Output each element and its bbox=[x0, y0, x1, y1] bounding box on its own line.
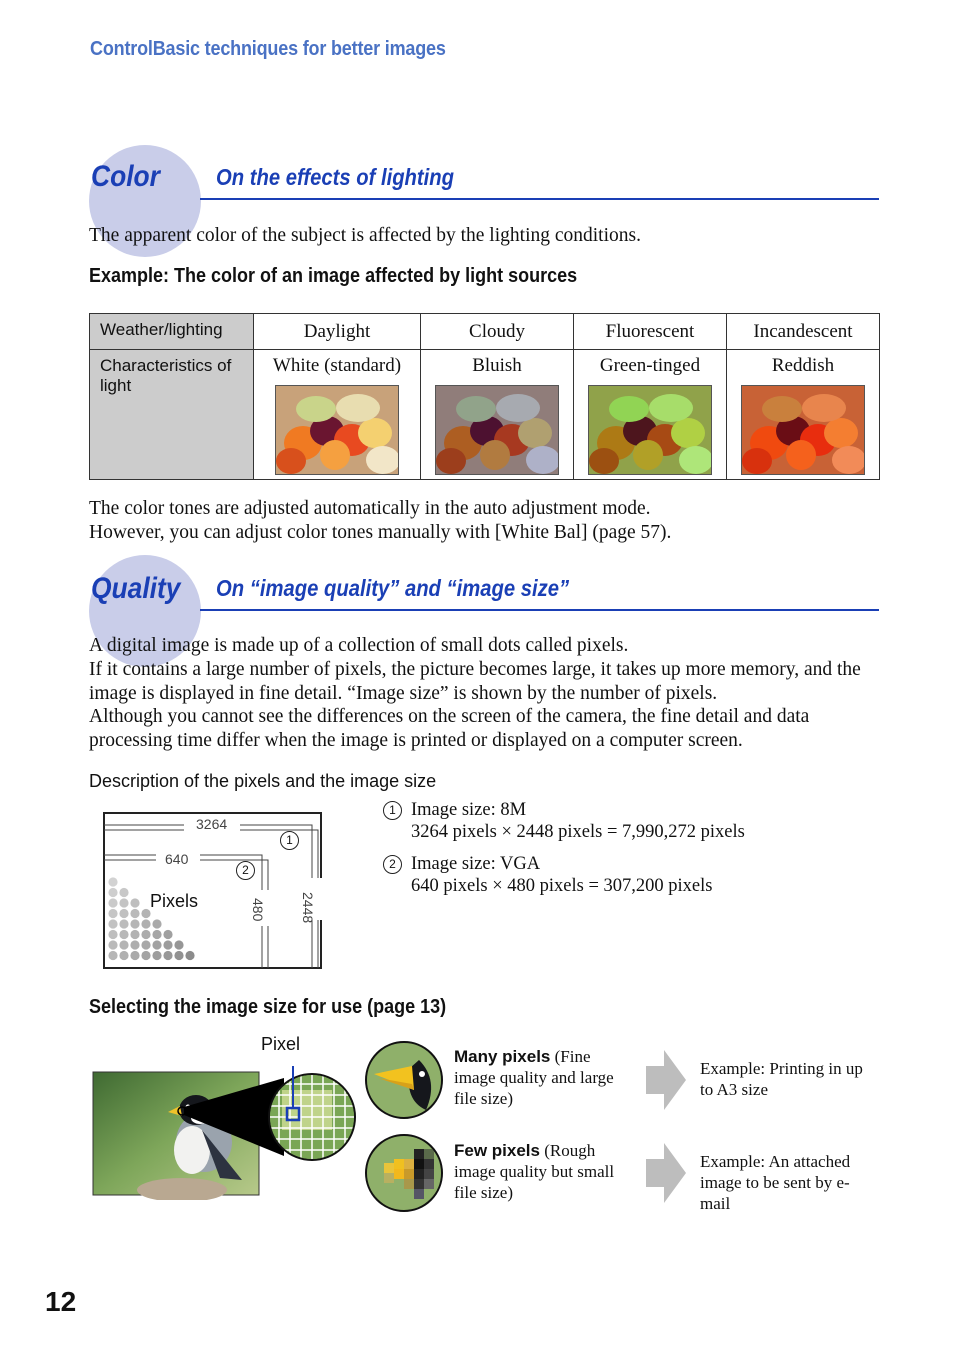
quality-para-1: A digital image is made up of a collection of small dots called pixels. bbox=[89, 635, 629, 656]
col-cloudy: Cloudy bbox=[421, 314, 574, 350]
cell-fluorescent bbox=[574, 350, 727, 480]
size-item-line2: 3264 pixels × 2448 pixels = 7,990,272 pixels bbox=[411, 822, 745, 842]
row-header-weather: Weather/lighting bbox=[90, 314, 254, 350]
pixel-dot bbox=[152, 940, 161, 949]
tint-overlay bbox=[276, 386, 398, 474]
pixel-dot bbox=[130, 919, 139, 928]
example-print: Example: Printing in up to A3 size bbox=[700, 1059, 863, 1099]
pixel-dot bbox=[141, 951, 150, 960]
example-email: Example: An attached image to be sent by e-mail bbox=[700, 1152, 851, 1213]
option-desc: (Fine image quality and large file size) bbox=[454, 1047, 614, 1108]
example-heading: Example: The color of an image affected by light sources bbox=[89, 265, 578, 287]
pixel-dot bbox=[141, 940, 150, 949]
size-item-line1: Image size: VGA bbox=[411, 854, 541, 874]
size-item-number: 2 bbox=[383, 855, 402, 874]
size-item-1 bbox=[383, 799, 863, 843]
fruit-photo-fluorescent bbox=[588, 385, 712, 475]
arrow-right-icon bbox=[646, 1050, 686, 1115]
section-subtitle-quality: On “image quality” and “image size” bbox=[216, 575, 570, 601]
color-note-1: The color tones are adjusted automatically in the auto adjustment mode. bbox=[89, 498, 651, 519]
bird-photo-svg bbox=[92, 1060, 362, 1200]
pixel-dot bbox=[174, 951, 183, 960]
tint-overlay bbox=[742, 386, 864, 474]
cell-daylight bbox=[254, 350, 421, 480]
rough-pixels-svg bbox=[364, 1133, 444, 1213]
cell-cloudy bbox=[421, 350, 574, 480]
pixel-dot bbox=[130, 951, 139, 960]
size-item-number: 1 bbox=[383, 801, 402, 820]
arrow-right-icon bbox=[646, 1143, 686, 1208]
characteristic-label: Green-tinged bbox=[599, 355, 701, 376]
size-item-line2: 640 pixels × 480 pixels = 307,200 pixels bbox=[411, 876, 713, 896]
color-note-2: However, you can adjust color tones manually with [White Bal] (page 57). bbox=[89, 522, 672, 543]
color-intro: The apparent color of the subject is affected by the lighting conditions. bbox=[89, 225, 641, 246]
pixel-dot bbox=[108, 898, 117, 907]
pixel-dot bbox=[119, 909, 128, 918]
marker-2: 2 bbox=[236, 861, 255, 880]
diagram-heading: Description of the pixels and the image size bbox=[89, 771, 437, 791]
option-bold: Few pixels bbox=[454, 1141, 540, 1160]
pixel-dot bbox=[174, 940, 183, 949]
pixel-dot bbox=[108, 930, 117, 939]
pixel-dot bbox=[108, 951, 117, 960]
bird-illustration bbox=[92, 1060, 362, 1200]
pixel-dot bbox=[108, 888, 117, 897]
option-many-pixels bbox=[454, 1046, 624, 1109]
fine-pixels-thumbnail bbox=[364, 1040, 444, 1120]
section-rule bbox=[200, 198, 879, 200]
pixel-dot bbox=[108, 877, 117, 886]
pixel-dot bbox=[141, 930, 150, 939]
col-fluorescent: Fluorescent bbox=[574, 314, 727, 350]
pixel-dot bbox=[152, 930, 161, 939]
section-rule bbox=[200, 609, 879, 611]
section-subtitle-lighting: On the effects of lighting bbox=[216, 164, 455, 190]
rough-pixels-thumbnail bbox=[364, 1133, 444, 1213]
section-label-quality: Quality bbox=[91, 572, 181, 605]
lighting-table bbox=[89, 313, 880, 480]
size-item-2 bbox=[383, 853, 863, 897]
fine-pixels-svg bbox=[364, 1040, 444, 1120]
pixel-dot bbox=[152, 951, 161, 960]
pixel-callout-label: Pixel bbox=[261, 1034, 301, 1054]
width-small-label: 640 bbox=[165, 851, 189, 867]
characteristic-label: Reddish bbox=[771, 355, 835, 376]
quality-para-2: If it contains a large number of pixels, the picture becomes large, it takes up more memory, and the image is displayed in fine detail. “Image size” is shown by the number of pixels. bbox=[89, 659, 861, 704]
pixel-dot bbox=[108, 909, 117, 918]
pixel-dot bbox=[119, 888, 128, 897]
pixel-dot bbox=[119, 930, 128, 939]
cell-incandescent bbox=[727, 350, 880, 480]
size-item-line1: Image size: 8M bbox=[411, 800, 527, 820]
pixel-dot bbox=[130, 930, 139, 939]
pixel-dot bbox=[108, 919, 117, 928]
pixel-dot bbox=[119, 919, 128, 928]
fruit-photo-cloudy bbox=[435, 385, 559, 475]
height-large-label: 2448 bbox=[300, 892, 316, 924]
page-number: 12 bbox=[45, 1286, 77, 1317]
row-header-characteristics: Characteristics of light bbox=[90, 350, 254, 480]
section-label-color: Color bbox=[91, 160, 160, 193]
tint-overlay bbox=[436, 386, 558, 474]
pixel-dot bbox=[152, 919, 161, 928]
option-desc: (Rough image quality but small file size) bbox=[454, 1141, 615, 1202]
pixel-size-diagram bbox=[98, 808, 326, 974]
select-heading: Selecting the image size for use (page 13) bbox=[89, 996, 447, 1018]
tint-overlay bbox=[589, 386, 711, 474]
pixel-dot bbox=[163, 930, 172, 939]
width-large-label: 3264 bbox=[196, 816, 228, 832]
pixel-dot bbox=[163, 940, 172, 949]
pixel-dot bbox=[130, 898, 139, 907]
characteristic-label: White (standard) bbox=[272, 355, 402, 376]
running-header: ControlBasic techniques for better images bbox=[90, 38, 446, 60]
pixel-dot bbox=[130, 940, 139, 949]
characteristic-label: Bluish bbox=[472, 355, 522, 376]
pixel-dot bbox=[185, 951, 194, 960]
option-few-pixels bbox=[454, 1140, 624, 1203]
col-incandescent: Incandescent bbox=[727, 314, 880, 350]
pixel-dot bbox=[108, 940, 117, 949]
option-bold: Many pixels bbox=[454, 1047, 551, 1066]
pixels-label: Pixels bbox=[150, 891, 199, 911]
fruit-photo-daylight bbox=[275, 385, 399, 475]
pixel-dot bbox=[119, 898, 128, 907]
pixel-dot bbox=[141, 919, 150, 928]
pixel-dot bbox=[119, 940, 128, 949]
fruit-photo-incandescent bbox=[741, 385, 865, 475]
col-daylight: Daylight bbox=[254, 314, 421, 350]
pixel-dot bbox=[163, 951, 172, 960]
quality-para-3: Although you cannot see the differences on the screen of the camera, the fine detail and data processing time differ when the image is printed or displayed on a computer screen. bbox=[89, 706, 810, 751]
pixel-dot bbox=[119, 951, 128, 960]
pixel-dot bbox=[130, 909, 139, 918]
height-small-label: 480 bbox=[250, 898, 266, 922]
marker-1: 1 bbox=[280, 831, 299, 850]
